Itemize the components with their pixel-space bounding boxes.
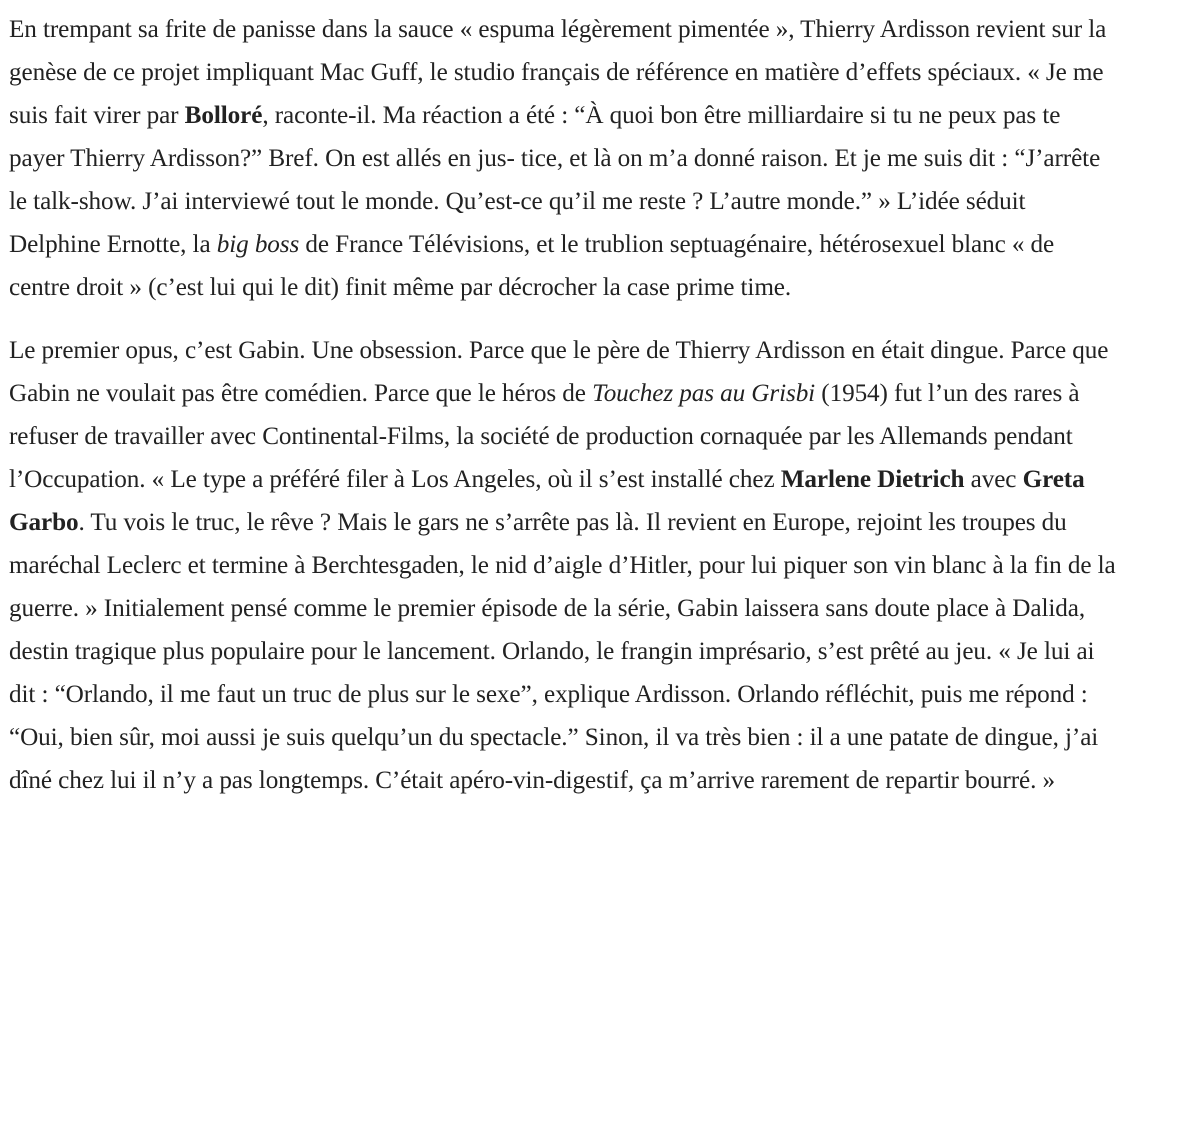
italic-phrase: big boss: [216, 231, 300, 258]
bold-name-marlene-dietrich: Marlene Dietrich: [780, 466, 965, 493]
paragraph-text: En trempant sa frite de panisse dans la sauce « espuma légèrement pimentée », Thierry Ardisson revient sur la genèse de ce projet impliquant Mac Guff, le studio français de référence en matière d’effets spéciaux. « Je me suis fait virer par: [9, 16, 1107, 129]
paragraph-text: (1954) fut l’un des rares à refuser de travailler avec Continental-Films, la société de production cornaquée par les Allemands pendant l’Occupation. « Le type a préféré filer à Los Angeles, où il s’est installé chez: [9, 380, 1080, 493]
paragraph-text: de France Télévisions, et le trublion septuagénaire, hétérosexuel blanc « de centre droit » (c’est lui qui le dit) finit même par décrocher la case prime time.: [9, 231, 1055, 301]
article-paragraph: [9, 329, 1120, 802]
paragraph-text: . Tu vois le truc, le rêve ? Mais le gars ne s’arrête pas là. Il revient en Europe, rejoint les troupes du maréchal Leclerc et termine à Berchtesgaden, le nid d’aigle d’Hitler, pour lui piquer son vin blanc à la fin de la guerre. » Initialement pensé comme le premier épisode de la série, Gabin laissera sans doute place à Dalida, destin tragique plus populaire pour le lancement. Orlando, le frangin imprésario, s’est prêté au jeu. « Je lui ai dit : “Orlando, il me faut un truc de plus sur le sexe”, explique Ardisson. Orlando réfléchit, puis me répond : “Oui, bien sûr, moi aussi je suis quelqu’un du spectacle.” Sinon, il va très bien : il a une patate de dingue, j’ai dîné chez lui il n’y a pas longtemps. C’était apéro-vin-digestif, ça m’arrive rarement de repartir bourré. »: [9, 509, 1116, 794]
paragraph-text: Le premier opus, c’est Gabin. Une obsession. Parce que le père de Thierry Ardisson en était dingue. Parce que Gabin ne voulait pas être comédien. Parce que le héros de: [9, 337, 1109, 407]
paragraph-text: avec: [964, 466, 1023, 493]
article-paragraph: [9, 8, 1120, 309]
bold-name-bollore: Bolloré: [184, 102, 263, 129]
paragraph-text: , raconte-il. Ma réaction a été : “À quoi bon être milliardaire si tu ne peux pas te payer Thierry Ardisson?” Bref. On est allés en jus- tice, et là on m’a donné raison. Et je me suis dit : “J’arrête le talk-show. J’ai interviewé tout le monde. Qu’est-ce qu’il me reste ? L’autre monde.” » L’idée séduit Delphine Ernotte, la: [9, 102, 1101, 258]
italic-film-title: Touchez pas au Grisbi: [592, 380, 816, 407]
bold-name-greta-garbo: Greta Garbo: [9, 466, 1085, 536]
